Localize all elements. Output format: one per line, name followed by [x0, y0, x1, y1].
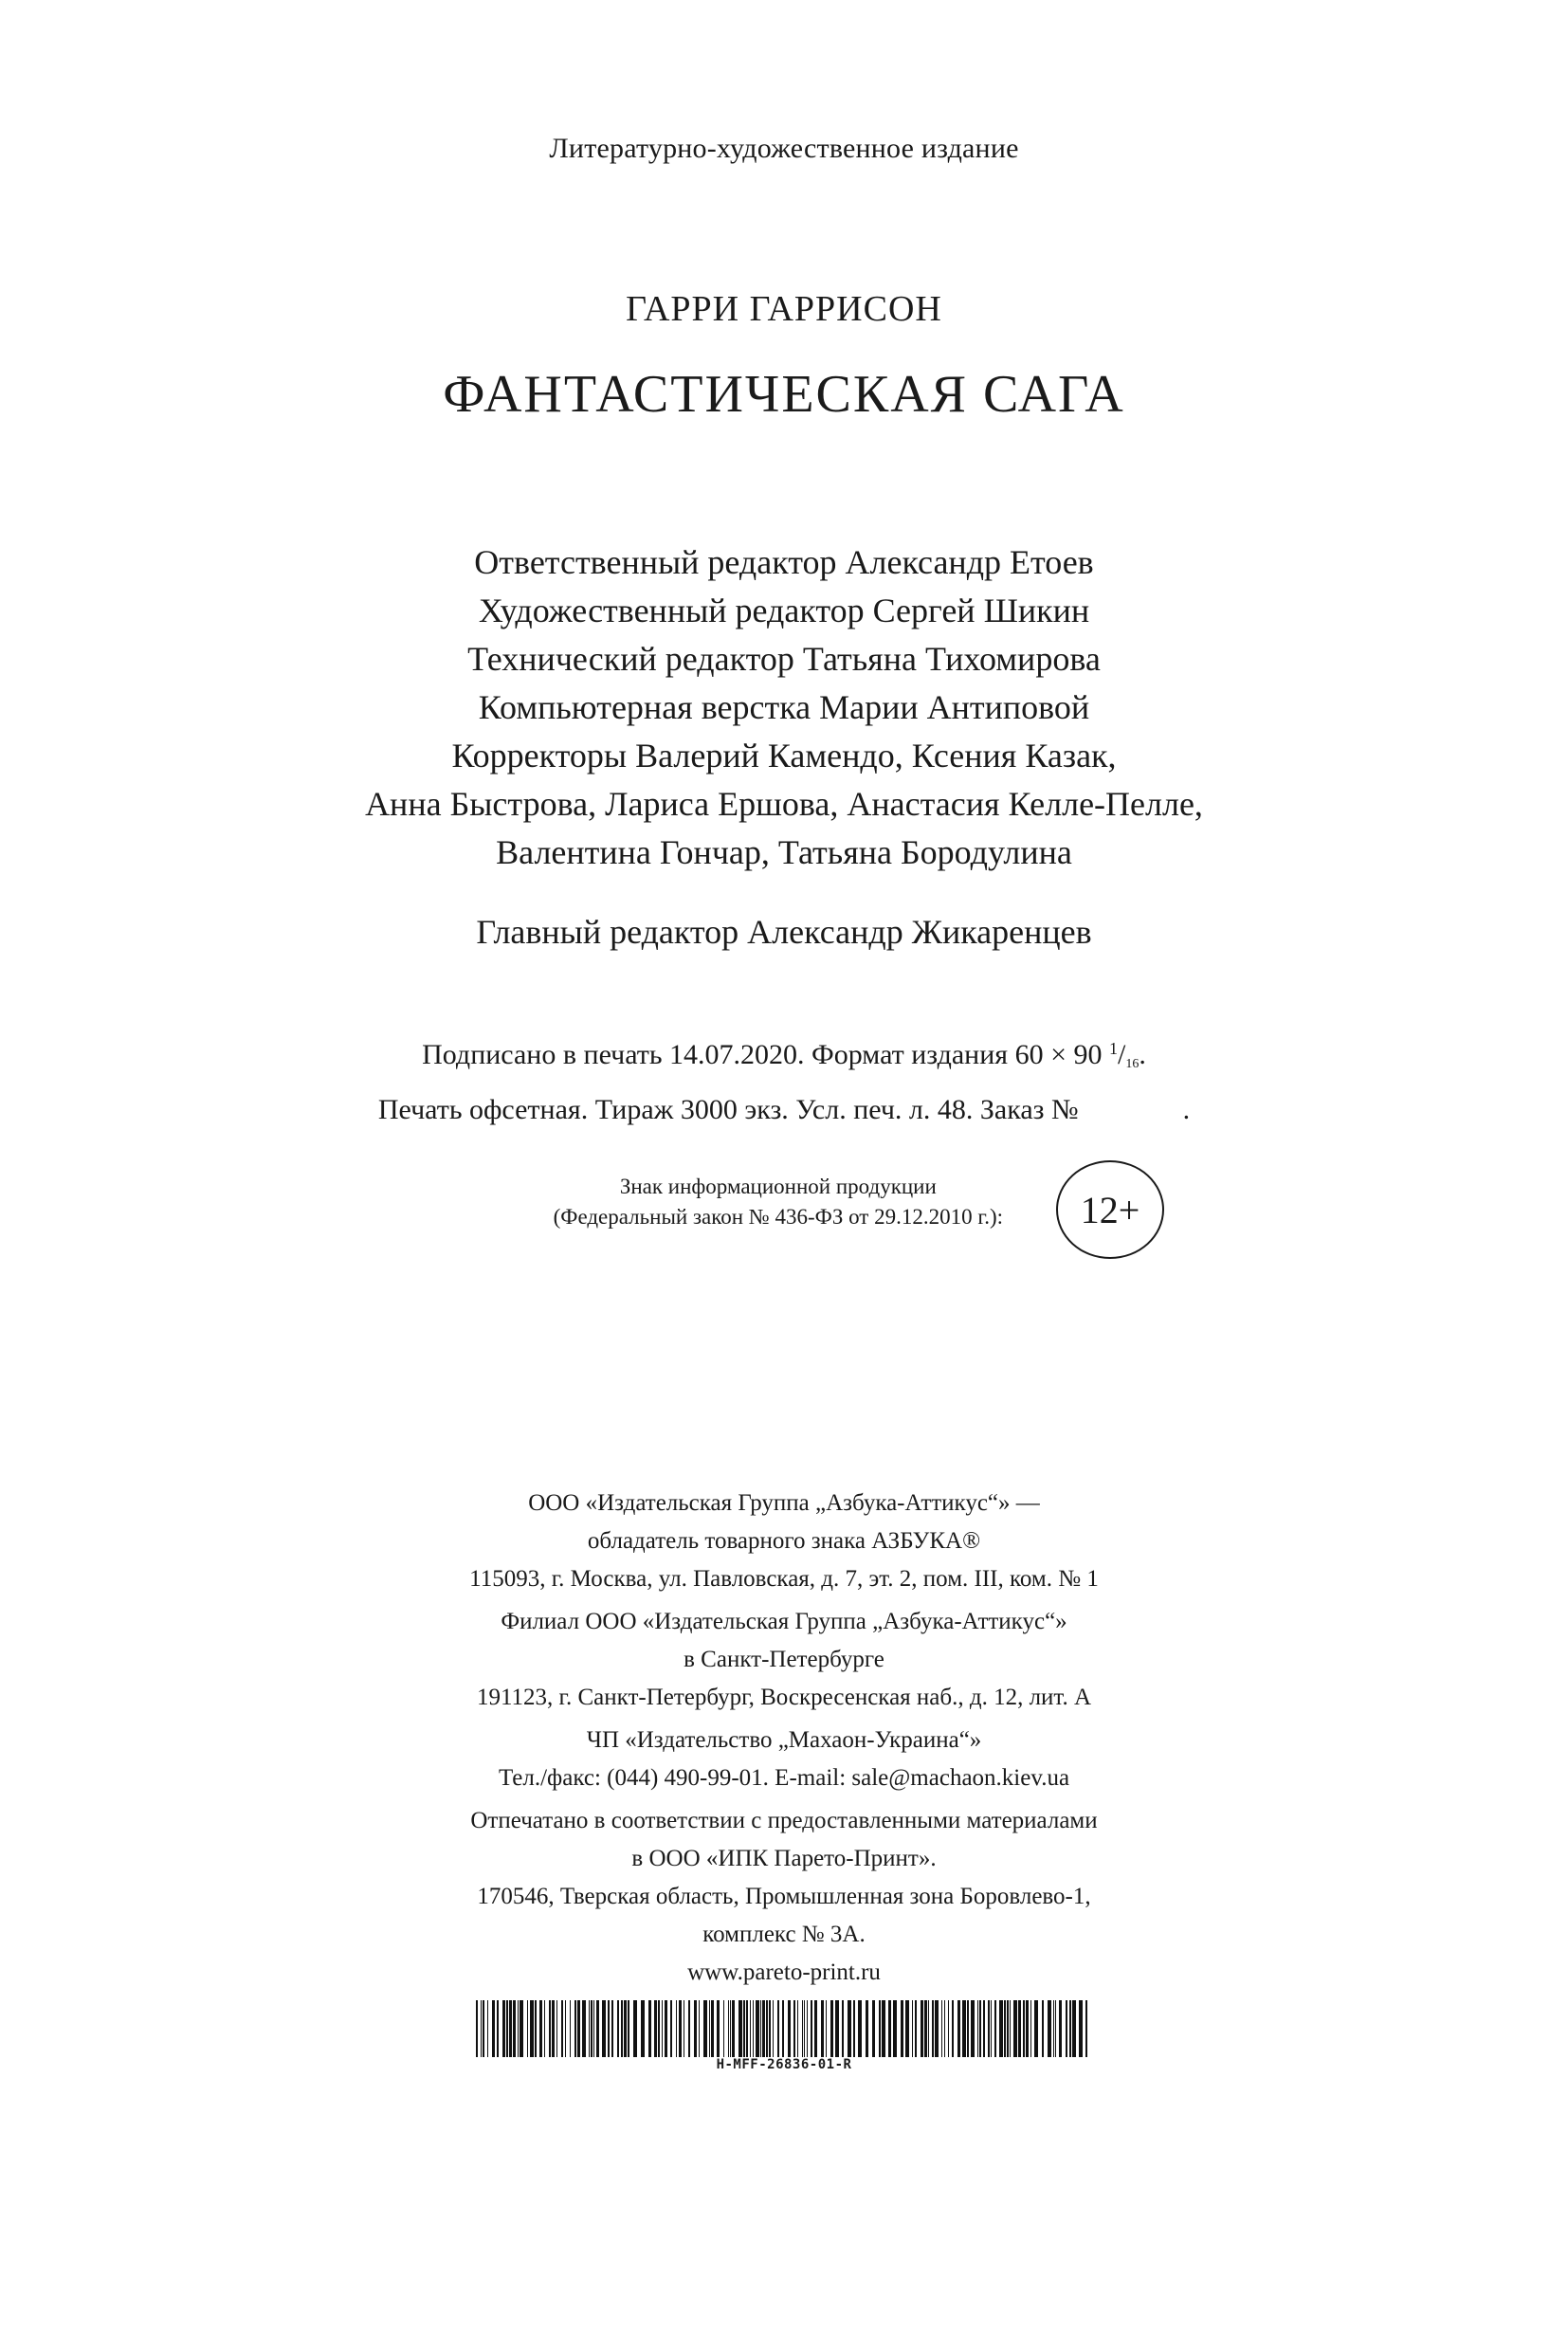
barcode-bar [596, 2000, 599, 2057]
barcode-bar [952, 2000, 954, 2057]
barcode-bar [1053, 2000, 1054, 2057]
credit-line: Анна Быстрова, Лариса Ершова, Анастасия Келле-Пелле, [365, 785, 1203, 823]
barcode-bar [971, 2000, 975, 2057]
barcode-bar [793, 2000, 795, 2057]
barcode-bar [941, 2000, 942, 2057]
barcode-bar [979, 2000, 981, 2057]
barcode-bar [1007, 2000, 1009, 2057]
barcode-bar [1026, 2000, 1029, 2057]
barcode-bar [901, 2000, 903, 2057]
barcode-bar [879, 2000, 881, 2057]
barcode-bar [628, 2000, 629, 2057]
credit-line: Валентина Гончар, Татьяна Бородулина [496, 833, 1072, 871]
barcode-bar [756, 2000, 759, 2057]
barcode-bar [743, 2000, 745, 2057]
barcode-bar [1030, 2000, 1031, 2057]
publisher-line: www.pareto-print.ru [687, 1959, 881, 1985]
barcode-bar [888, 2000, 891, 2057]
barcode-bar [872, 2000, 875, 2057]
barcode-bar [944, 2000, 945, 2057]
barcode-icon [476, 2000, 1092, 2057]
print-info-text: . [1139, 1039, 1146, 1070]
barcode-bar [848, 2000, 851, 2057]
barcode-bar [530, 2000, 534, 2057]
publisher-group [0, 1802, 1568, 1992]
barcode-bar [509, 2000, 512, 2057]
barcode-bar [641, 2000, 645, 2057]
barcode-bar [1048, 2000, 1051, 2057]
barcode-bar [807, 2000, 808, 2057]
barcode-bar [506, 2000, 508, 2057]
credit-line: Технический редактор Татьяна Тихомирова [467, 640, 1101, 678]
barcode-bar [676, 2000, 677, 2057]
barcode-bar [624, 2000, 627, 2057]
book-title: ФАНТАСТИЧЕСКАЯ САГА [443, 365, 1125, 424]
barcode-bar [750, 2000, 751, 2057]
barcode-bar [732, 2000, 735, 2057]
publisher-line: 115093, г. Москва, ул. Павловская, д. 7, эт. 2, пом. III, ком. № 1 [469, 1566, 1099, 1592]
barcode-bar [962, 2000, 966, 2057]
barcode-bar [1034, 2000, 1038, 2057]
barcode-bar [723, 2000, 724, 2057]
barcode-bar [1085, 2000, 1087, 2057]
barcode-bar [552, 2000, 555, 2057]
barcode-bar [766, 2000, 768, 2057]
barcode-bar [487, 2000, 488, 2057]
barcode-bar [746, 2000, 748, 2057]
print-info-text: . [1182, 1094, 1191, 1125]
barcode-bar [608, 2000, 610, 2057]
barcode-bar [821, 2000, 824, 2057]
barcode-bar [699, 2000, 700, 2057]
barcode-bar [1069, 2000, 1071, 2057]
barcode-bar [994, 2000, 996, 2057]
barcode-bar [858, 2000, 862, 2057]
barcode-bar [811, 2000, 812, 2057]
barcode-bar [866, 2000, 868, 2057]
barcode-bar [921, 2000, 923, 2057]
barcode-bar [814, 2000, 817, 2057]
barcode-bar [574, 2000, 576, 2057]
barcode-bar [1018, 2000, 1021, 2057]
credit-line: Компьютерная верстка Марии Антиповой [478, 688, 1090, 726]
barcode-bar [1010, 2000, 1011, 2057]
barcode-bar [769, 2000, 771, 2057]
barcode-bar [679, 2000, 682, 2057]
barcode-bar [835, 2000, 839, 2057]
barcode-bar [882, 2000, 885, 2057]
publisher-info [0, 1485, 1568, 1996]
barcode-bar [518, 2000, 519, 2057]
barcode-bar [777, 2000, 779, 2057]
barcode-bar [544, 2000, 545, 2057]
barcode-bar [1072, 2000, 1076, 2057]
barcode-bar [738, 2000, 742, 2057]
format-denominator: 16 [1125, 1057, 1140, 1071]
barcode-bar [842, 2000, 844, 2057]
barcode-bar [830, 2000, 833, 2057]
barcode-bar [476, 2000, 478, 2057]
barcode-bar [703, 2000, 707, 2057]
barcode-bar [658, 2000, 660, 2057]
publisher-line: Тел./факс: (044) 490-99-01. E-mail: sale@machaon.kiev.ua [498, 1765, 1070, 1791]
chief-editor: Главный редактор Александр Жикаренцев [476, 913, 1092, 951]
print-info [0, 1026, 1568, 1133]
barcode-bar [924, 2000, 927, 2057]
barcode-bar [593, 2000, 594, 2057]
barcode-bar [1004, 2000, 1006, 2057]
publisher-line: в Санкт-Петербурге [684, 1647, 884, 1672]
barcode-bar [797, 2000, 798, 2057]
barcode-bar [502, 2000, 505, 2057]
barcode-bar [1013, 2000, 1017, 2057]
author-name: ГАРРИ ГАРРИСОН [626, 289, 942, 329]
barcode-bar [1079, 2000, 1083, 2057]
barcode-bar [688, 2000, 690, 2057]
barcode-bar [621, 2000, 623, 2057]
barcode-bar [1066, 2000, 1067, 2057]
barcode-bar [773, 2000, 774, 2057]
barcode-bar [617, 2000, 619, 2057]
barcode-bar [527, 2000, 528, 2057]
barcode-bar [520, 2000, 523, 2057]
barcode-bar [912, 2000, 913, 2057]
barcode-bar [694, 2000, 697, 2057]
barcode-bar [928, 2000, 929, 2057]
barcode-bar [481, 2000, 482, 2057]
barcode-bar [577, 2000, 580, 2057]
print-info-text: Подписано в печать 14.07.2020. Формат издания 60 × 90 [422, 1039, 1110, 1070]
credit-line: Корректоры Валерий Камендо, Ксения Казак, [451, 737, 1117, 775]
barcode-bar [1055, 2000, 1056, 2057]
barcode-bar [570, 2000, 571, 2057]
age-rating-label-line: Знак информационной продукции [619, 1175, 937, 1198]
barcode [476, 2000, 1092, 2076]
barcode-bar [711, 2000, 714, 2057]
barcode-bar [753, 2000, 754, 2057]
barcode-bar [602, 2000, 606, 2057]
age-rating-label-line: (Федеральный закон № 436-ФЗ от 29.12.2010 г.): [553, 1205, 1003, 1229]
age-rating-badge: 12+ [1056, 1160, 1164, 1259]
barcode-bar [513, 2000, 516, 2057]
barcode-bar [492, 2000, 495, 2057]
barcode-bar [589, 2000, 590, 2057]
barcode-bar [662, 2000, 663, 2057]
barcode-bar [760, 2000, 761, 2057]
barcode-bar [826, 2000, 827, 2057]
publisher-group [0, 1603, 1568, 1717]
barcode-bar [633, 2000, 637, 2057]
barcode-bar [932, 2000, 934, 2057]
barcode-bar [1059, 2000, 1062, 2057]
barcode-bar [905, 2000, 909, 2057]
barcode-bar [915, 2000, 917, 2057]
credit-line: Художественный редактор Сергей Шикин [478, 592, 1090, 629]
publisher-group [0, 1485, 1568, 1598]
credits-block [0, 538, 1568, 877]
publisher-line: комплекс № 3А. [702, 1922, 866, 1947]
barcode-bar [483, 2000, 484, 2057]
barcode-bar [591, 2000, 593, 2057]
barcode-bar [565, 2000, 566, 2057]
publisher-line: 170546, Тверская область, Промышленная зона Боровлево-1, [477, 1884, 1091, 1909]
barcode-bar [654, 2000, 657, 2057]
publisher-line: Отпечатано в соответствии с предоставленными материалами [470, 1808, 1098, 1833]
publisher-line: 191123, г. Санкт-Петербург, Воскресенская наб., д. 12, лит. А [476, 1685, 1092, 1710]
barcode-bar [539, 2000, 542, 2057]
barcode-text: H-MFF-26836-01-R [716, 2057, 852, 2072]
barcode-bar [582, 2000, 586, 2057]
publisher-line: Филиал ООО «Издательская Группа „Азбука-Аттикус“» [501, 1609, 1067, 1634]
barcode-bar [611, 2000, 613, 2057]
barcode-bar [1042, 2000, 1044, 2057]
barcode-bar [556, 2000, 557, 2057]
barcode-bar [648, 2000, 651, 2057]
publisher-line: обладатель товарного знака АЗБУКА® [587, 1528, 981, 1554]
barcode-bar [788, 2000, 791, 2057]
barcode-bar [717, 2000, 720, 2057]
barcode-bar [535, 2000, 537, 2057]
barcode-bar [728, 2000, 729, 2057]
print-info-text: Печать офсетная. Тираж 3000 экз. Усл. печ. л. 48. Заказ № [377, 1094, 1079, 1125]
format-numerator: 1 [1109, 1039, 1119, 1058]
barcode-bar [999, 2000, 1003, 2057]
barcode-bar [709, 2000, 710, 2057]
barcode-bar [549, 2000, 551, 2057]
barcode-bar [730, 2000, 731, 2057]
barcode-bar [948, 2000, 949, 2057]
barcode-bar [561, 2000, 563, 2057]
age-rating-block [0, 1168, 1568, 1272]
barcode-bar [957, 2000, 960, 2057]
barcode-bar [762, 2000, 765, 2057]
barcode-bar [977, 2000, 978, 2057]
barcode-bar [988, 2000, 990, 2057]
barcode-bar [853, 2000, 855, 2057]
age-rating-label [554, 1172, 1003, 1232]
barcode-bar [991, 2000, 992, 2057]
barcode-bar [665, 2000, 667, 2057]
credit-line: Ответственный редактор Александр Етоев [474, 543, 1094, 581]
print-info-line-1: Подписано в печать 14.07.2020. Формат издания 60 × 90 $^1/_{16}$. [422, 1039, 1146, 1071]
barcode-bar [802, 2000, 803, 2057]
barcode-bar [983, 2000, 985, 2057]
barcode-bar [497, 2000, 499, 2057]
barcode-bar [1023, 2000, 1025, 2057]
barcode-bar [893, 2000, 897, 2057]
barcode-bar [804, 2000, 805, 2057]
barcode-bar [670, 2000, 672, 2057]
publisher-line: в ООО «ИПК Парето-Принт». [631, 1846, 937, 1871]
publisher-group [0, 1722, 1568, 1797]
barcode-bar [782, 2000, 784, 2057]
barcode-bar [935, 2000, 939, 2057]
publisher-line: ООО «Издательская Группа „Азбука-Аттикус“» — [528, 1490, 1040, 1516]
barcode-bar [967, 2000, 969, 2057]
publisher-line: ЧП «Издательство „Махаон-Украина“» [586, 1727, 982, 1753]
edition-type: Литературно-художественное издание [549, 133, 1019, 164]
print-info-line-2 [0, 1087, 1568, 1133]
